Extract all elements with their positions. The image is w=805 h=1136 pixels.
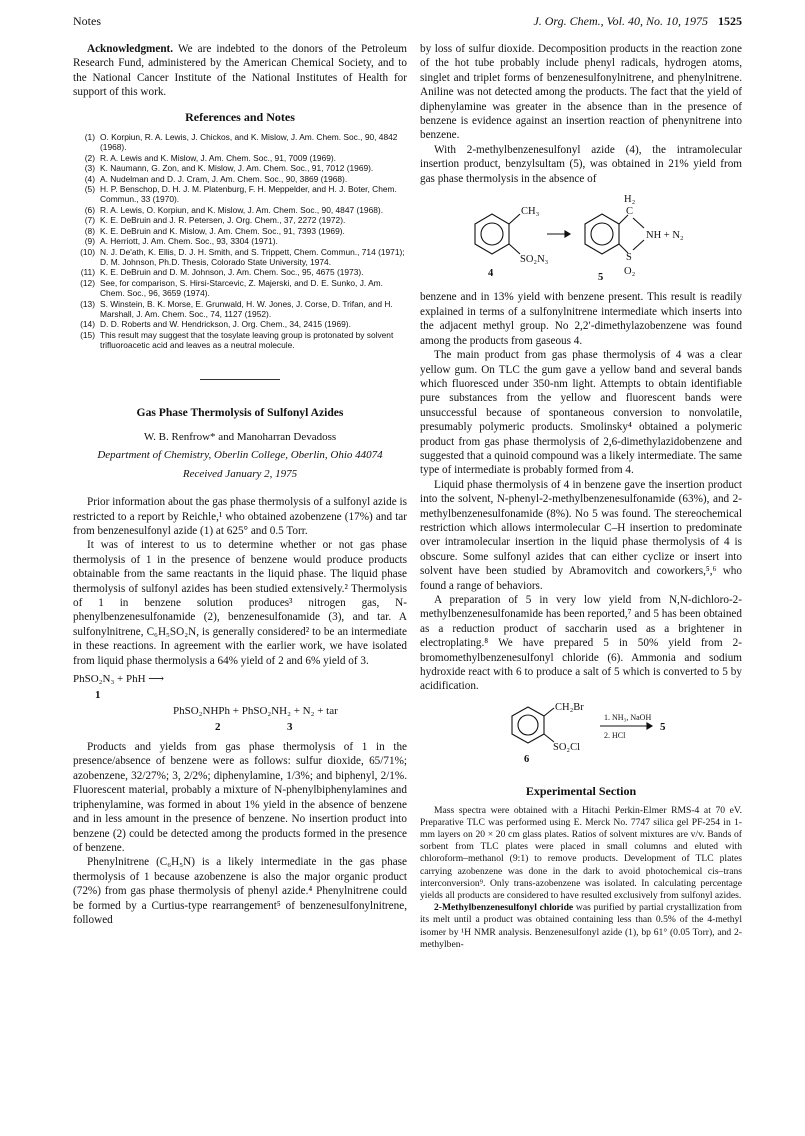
reference-text: O. Korpiun, R. A. Lewis, J. Chickos, and K. Mislow, J. Am. Chem. Soc., 90, 4842 (1968). <box>100 132 398 153</box>
article-title: Gas Phase Thermolysis of Sulfonyl Azides <box>136 405 344 419</box>
carbon-label: C <box>626 206 634 218</box>
received-date: Received January 2, 1975 <box>182 467 298 480</box>
bond <box>509 244 520 254</box>
article-authors: W. B. Renfrow* and Manoharran Devadoss <box>143 430 337 443</box>
reference-item <box>73 299 407 320</box>
experimental-heading: Experimental Section <box>525 784 637 799</box>
bond <box>633 218 644 228</box>
reference-text: D. D. Roberts and W. Hendrickson, J. Org. Chem., 34, 2415 (1969). <box>100 319 351 330</box>
reference-text: R. A. Lewis and K. Mislow, J. Am. Chem. Soc., 91, 7009 (1969). <box>100 152 337 163</box>
compound-label: 3 <box>287 721 293 734</box>
so2cl-label: SO₂Cl <box>553 741 581 753</box>
ch2br-label: CH₂Br <box>555 701 584 713</box>
reagent-step-2: 2. HCl <box>604 730 626 740</box>
body-paragraph: benzene and in 13% yield with benzene present. This result is readily explained in terms of a sulfonylnitrene intermediate which inserts into the adjacent methyl group. No 2,2′-dimethylazobenzene was found among the products from gaseous 4. <box>420 291 742 347</box>
reference-text: H. P. Benschop, D. H. J. M. Platenburg, F. H. Meppelder, and H. J. Boter, Chem. Commun., 33 (1970). <box>100 184 397 205</box>
compound-label-6: 6 <box>524 753 530 765</box>
reference-item <box>73 236 407 246</box>
reference-item <box>73 278 407 299</box>
references-list <box>73 132 407 351</box>
experimental-section <box>420 805 742 951</box>
compound-name-lead: 2-Methylbenzenesulfonyl chloride <box>434 902 574 914</box>
journal-citation <box>533 14 742 29</box>
reaction-equation-1 <box>73 672 407 736</box>
reference-item <box>73 153 407 163</box>
reference-item <box>73 226 407 236</box>
acknowledgment-lead: Acknowledgment. <box>87 43 174 55</box>
reference-text: N. J. De'ath, K. Ellis, D. J. H. Smith, and S. Trippett, Chem. Commun., 714 (1971); D. M. Johnson, Ph.D. Thesis, Colorado State University, 1974. <box>100 246 405 267</box>
reference-item <box>73 184 407 205</box>
acknowledgment <box>73 42 407 100</box>
right-column <box>420 42 742 951</box>
body-paragraph: It was of interest to us to determine whether or not gas phase thermolysis of 1 in the presence of benzene would produce products obtainable from the same reactants in the liquid phase. The liquid phase thermolysis of sulfonyl azides has been studied extensively.² Thermolysis of 1 in benzene solution produces³ nitrogen gas, N-phenylbenzenesulfonamide (2), benzenesulfonamide (3), and tar. A sulfonylnitrene, C₆H₅SO₂N, is generally considered² to be an intermediate in these reactions. In agreement with the earlier work, we have isolated from liquid phase thermolysis a 64% yield of 2 and 6% yield of 3. <box>73 539 407 667</box>
reference-number: (11) <box>80 267 95 278</box>
reference-text: This result may suggest that the tosylate leaving group is protonated by solvent trifluoroacetic acid and leaves as a neutral molecule. <box>100 329 394 351</box>
reference-number: (14) <box>80 319 95 330</box>
section-label: Notes <box>73 14 101 28</box>
reference-item <box>73 330 407 351</box>
compound-label: 2 <box>215 721 221 734</box>
reference-text: K. E. DeBruin and D. M. Johnson, J. Am. Chem. Soc., 95, 4675 (1973). <box>100 267 364 278</box>
reference-number: (12) <box>80 277 95 288</box>
journal-name: J. Org. Chem., Vol. 40, No. 10, 1975 <box>533 14 708 28</box>
sulfur-label: S <box>626 252 632 264</box>
acknowledgment-text: We are indebted to the donors of the Petroleum Research Fund, administered by the American Chemical Society, and to the National Cancer Institute of the National Institutes of Health for support of this work. <box>73 43 407 99</box>
reference-number: (8) <box>84 225 95 236</box>
reference-text: K. E. DeBruin and J. R. Petersen, J. Org. Chem., 37, 2272 (1972). <box>100 215 346 226</box>
nh-n2-label: NH + N₂ <box>646 230 684 242</box>
reference-number: (10) <box>80 246 95 257</box>
article-affiliation: Department of Chemistry, Oberlin College, Oberlin, Ohio 44074 <box>97 449 383 462</box>
reaction-reactants: PhSO₂N₃ + PhH ⟶ <box>73 673 165 686</box>
reference-item <box>73 132 407 153</box>
body-paragraph: Phenylnitrene (C₆H₅N) is a likely intermediate in the gas phase thermolysis of 1 because azobenzene is also the major organic product (72%) from gas phase thermolysis of phenyl azide.⁴ Phenylnitrene could be formed by a Curtius-type rearrangement⁵ of benzenesulfonylnitrene, followed <box>73 856 407 926</box>
page-header <box>73 14 742 34</box>
body-paragraph: Products and yields from gas phase thermolysis of 1 in the presence/absence of benzene were as follows: sulfur dioxide, 65/71%; azobenzene, 32/27%; 3, 2/2%; diphenylamine, 1/3%; and biphenyl, 2/1%. Fluorescent material, probably a mixture of N-phenylbiphenylamines and triphenylamine, was formed in about 1% yield in the absence of benzene and in less amount in the presence of benzene. No insertion product into benzene (2) could be detected among the products formed in the presence of benzene. <box>73 741 407 854</box>
body-paragraph: Liquid phase thermolysis of 4 in benzene gave the insertion product into the solvent, N-phenyl-2-methylbenzenesulfonamide (63%), and 2-methylbenzenesulfonamide (8%). No 5 was found. The stereochemical restriction which allows intermolecular C–H insertion to predominate over intramolecular insertion in the liquid phase thermolysis of 4 is obscure. Some sulfonyl azides that can either cyclize or insert into solvent have been studied by Abramovitch and coworkers,⁵,⁶ who found a range of behaviors. <box>420 478 742 592</box>
references-heading: References and Notes <box>185 109 295 124</box>
body-paragraph: The main product from gas phase thermolysis of 4 was a clear yellow gum. On TLC the gum gave a yellow band and several bands which fluoresced under 350-nm light. Attempts to obtain identifiable pure substances from the yellow and fluorescent bands were unsuccessful because of spontaneous conversion to nonvolatile, presumably polymeric products. Smolinsky⁴ obtained a polymeric product from gas phase thermolysis of 2,6-dimethylazidobenzene and suggested that a quinoid compound was a likely intermediate. The same type of intermediate is probably formed from 4. <box>420 349 742 477</box>
reference-number: (3) <box>84 163 95 174</box>
reagent-step-1: 1. NH₃, NaOH <box>604 712 652 722</box>
reference-text: See, for comparison, S. Hirsi-Starcevic, Z. Majerski, and D. E. Sunko, J. Am. Chem. Soc., 96, 3659 (1974). <box>100 277 383 299</box>
reference-item <box>73 267 407 277</box>
reference-item <box>73 215 407 225</box>
reference-number: (9) <box>84 236 95 247</box>
benzene-ring-5 <box>585 214 619 254</box>
bond <box>544 708 554 716</box>
compound-label: 1 <box>95 689 101 702</box>
reference-number: (7) <box>84 215 95 226</box>
so2n3-label: SO₂N₃ <box>520 254 549 266</box>
compound-label-5: 5 <box>598 272 604 283</box>
body-paragraph: With 2-methylbenzenesulfonyl azide (4), the intramolecular insertion product, benzylsultam (5), was obtained in 21% yield from gas phase thermolysis in the absence of <box>420 143 742 185</box>
body-paragraph: A preparation of 5 in very low yield from N,N-dichloro-2-methylbenzenesulfonamide has been reported,⁷ and 5 has been obtained as a reduction product of saccharin used as a brightener in electroplating.⁸ We have prepared 5 in 50% yield from 2-bromomethylbenzenesulfonyl chloride (6). Ammonia and sodium hydroxide react with 6 to produce a salt of 5 which is converted to 5 by acidification. <box>420 594 742 693</box>
scheme-sultam-formation <box>420 190 742 282</box>
arrow-head <box>647 723 652 729</box>
reference-number: (5) <box>84 184 95 195</box>
product-label-5: 5 <box>660 720 666 733</box>
reference-text: K. Naumann, G. Zon, and K. Mislow, J. Am. Chem. Soc., 91, 7012 (1969). <box>100 163 374 174</box>
reaction-products: PhSO₂NHPh + PhSO₂NH₂ + N₂ + tar <box>173 705 338 718</box>
section-divider <box>200 379 280 380</box>
page-number: 1525 <box>718 14 742 28</box>
h2-label: H₂ <box>624 194 636 206</box>
experimental-paragraph: Mass spectra were obtained with a Hitachi Perkin-Elmer RMS-4 at 70 eV. Preparative TLC was performed using E. Merck No. 7747 silica gel PF-254 in 1-mm layers on 20 × 20 cm glass plates. Ratios of solvent mixtures are v/v. Bands of sorbent from TLC plates were placed in small columns and eluted with chloroform–methanol (9:1) to remove products. Development of TLC plates carrying azobenzene was done in the dark to avoid photochemical cis–trans interconversion⁹. Only trans-azobenzene was isolated. In calculating percentage yields all products are considered to have resulted exclusively from sulfonyl azides. <box>420 804 742 902</box>
benzene-ring-6 <box>512 707 544 743</box>
reference-item <box>73 163 407 173</box>
ch3-label: CH₃ <box>521 206 540 218</box>
reference-item <box>73 319 407 329</box>
bond <box>544 734 554 742</box>
aromatic-circle <box>518 715 538 735</box>
left-column <box>73 42 407 927</box>
reference-number: (6) <box>84 204 95 215</box>
experimental-text: was purified by partial crystallization from its melt until a product was obtained containing less than 0.5% of the 4-methyl isomer by ¹H NMR analysis. Benzenesulfonyl azide (1), bp 61° (0.05 Torr), and 2-methylben- <box>420 902 742 950</box>
reference-number: (15) <box>80 329 95 340</box>
aromatic-circle <box>591 223 613 245</box>
scheme-bromide-cyclization <box>420 698 742 768</box>
reference-text: R. A. Lewis, O. Korpiun, and K. Mislow, J. Am. Chem. Soc., 90, 4847 (1968). <box>100 204 384 215</box>
o2-label: O₂ <box>624 266 636 278</box>
reference-number: (13) <box>80 298 95 309</box>
reference-text: A. Herriott, J. Am. Chem. Soc., 93, 3304 (1971). <box>100 236 278 247</box>
bond <box>509 214 520 224</box>
reference-text: A. Nudelman and D. J. Cram, J. Am. Chem. Soc., 90, 3869 (1968). <box>100 173 348 184</box>
reference-item <box>73 205 407 215</box>
reference-item <box>73 174 407 184</box>
reference-item <box>73 247 407 268</box>
arrow-head <box>565 231 570 237</box>
reference-text: S. Winstein, B. K. Morse, E. Grunwald, H. W. Jones, J. Corse, D. Trifan, and H. Marshall, J. Am. Chem. Soc., 74, 1127 (1952). <box>100 298 393 319</box>
reference-number: (2) <box>84 152 95 163</box>
body-paragraph: Prior information about the gas phase thermolysis of a sulfonyl azide is restricted to a report by Reichle,¹ who obtained azobenzene (17%) and tar from benzenesulfonyl azide (1) at 625° and 0.5 Torr. <box>73 496 407 537</box>
reference-number: (1) <box>84 132 95 143</box>
reference-number: (4) <box>84 173 95 184</box>
bond <box>633 240 644 250</box>
compound-label-4: 4 <box>488 268 494 280</box>
experimental-paragraph <box>420 902 742 951</box>
benzene-ring-4 <box>475 214 509 254</box>
aromatic-circle <box>481 223 503 245</box>
body-paragraph: by loss of sulfur dioxide. Decomposition products in the reaction zone of the hot tube probably include phenyl radicals, hydrogen atoms, singlet and triplet forms of benzenesulfonylnitrene, and phenylnitrene. Aniline was not detected among the products. The fact that the yield of diphenylamine was greater in the absence than in the presence of benzene is evidence against an insertion reaction of phenynitrene into benzene. <box>420 43 742 142</box>
reference-text: K. E. DeBruin and K. Mislow, J. Am. Chem. Soc., 91, 7393 (1969). <box>100 225 345 236</box>
